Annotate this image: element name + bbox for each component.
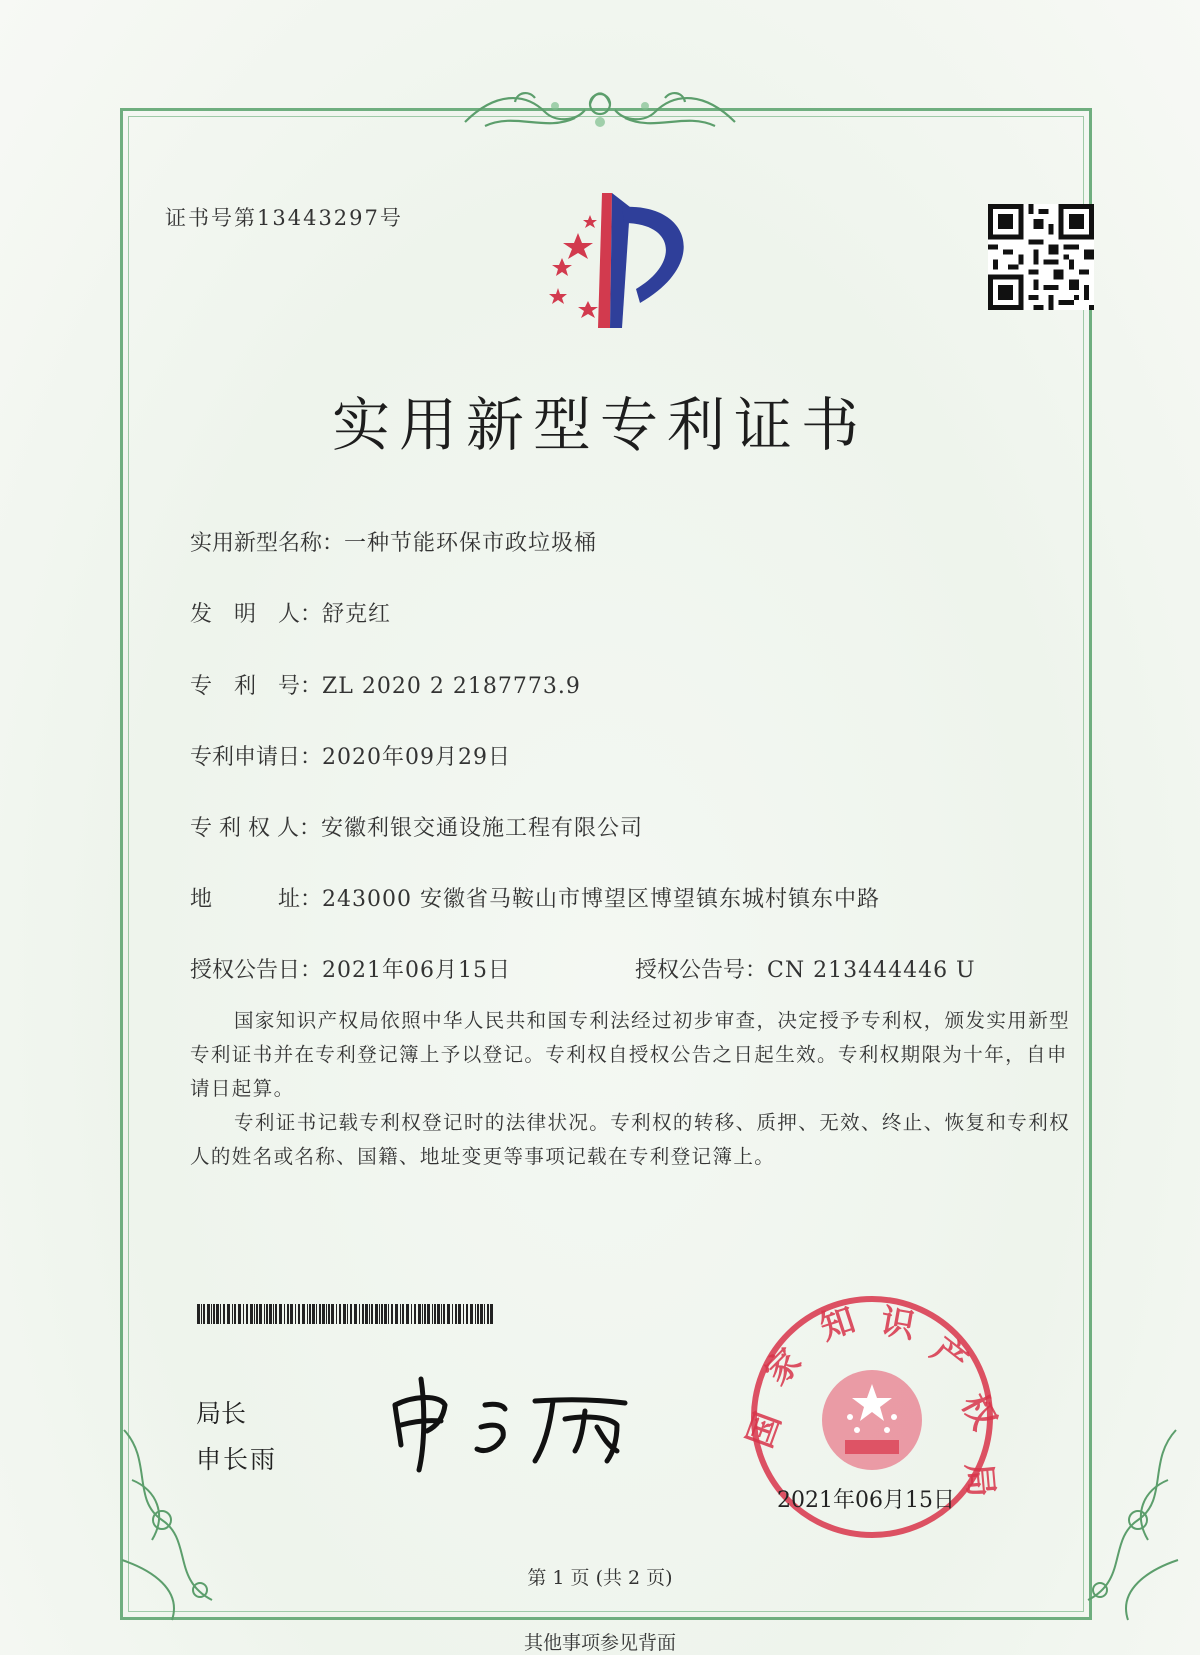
- field-label: 发 明 人：: [190, 602, 323, 627]
- field-inventor: [190, 597, 391, 628]
- field-utility-model-name: [190, 526, 597, 557]
- field-value: 舒克红: [322, 602, 392, 627]
- svg-text:产: 产: [923, 1329, 975, 1383]
- bottom-right-ornament-icon: [1058, 1420, 1188, 1630]
- patent-office-emblem-icon: [540, 193, 720, 333]
- page-number: 第 1 页 (共 2 页): [527, 1567, 673, 1589]
- legal-paragraph-2: 专利证书记载专利权登记时的法律状况。专利权的转移、质押、无效、终止、恢复和专利权人的姓名或名称、国籍、地址变更等事项记载在专利登记簿上。: [190, 1111, 1071, 1168]
- svg-text:权: 权: [953, 1387, 1005, 1437]
- qr-code-icon: [988, 204, 1094, 310]
- field-patentee: [190, 811, 643, 842]
- field-grant-number: [635, 953, 976, 984]
- field-label: 授权公告日：: [190, 958, 323, 983]
- top-ornament-icon: [455, 82, 745, 138]
- field-value: 一种节能环保市政垃圾桶: [344, 531, 598, 556]
- field-label: 专 利 号：: [190, 674, 323, 699]
- field-patent-number: [190, 669, 581, 700]
- signature-icon: [385, 1365, 645, 1475]
- field-value: 243000 安徽省马鞍山市博望区博望镇东城村镇东中路: [322, 887, 880, 912]
- field-label: 地 址：: [190, 887, 323, 912]
- certificate-title: 实用新型专利证书: [331, 391, 868, 459]
- field-label: 授权公告号：: [635, 958, 768, 983]
- svg-text:知: 知: [815, 1300, 861, 1349]
- svg-text:家: 家: [757, 1341, 810, 1394]
- field-value: 2021年06月15日: [322, 958, 511, 983]
- field-label: 实用新型名称：: [190, 531, 345, 556]
- signer-title: 局长: [196, 1399, 247, 1428]
- svg-text:国: 国: [739, 1407, 790, 1454]
- svg-text:局: 局: [958, 1461, 1001, 1499]
- signer-name: 申长雨: [196, 1445, 278, 1474]
- footer-note: 其他事项参见背面: [523, 1632, 676, 1654]
- field-value: ZL 2020 2 2187773.9: [322, 674, 581, 699]
- field-value: 安徽利银交通设施工程有限公司: [320, 816, 643, 841]
- field-filing-date: [190, 740, 511, 771]
- seal-date: 2021年06月15日: [777, 1488, 955, 1513]
- field-value: CN 213444446 U: [767, 958, 976, 983]
- certificate-number: 证书号第13443297号: [165, 206, 403, 230]
- field-label: 专利申请日：: [190, 745, 323, 770]
- field-grant-date: [190, 953, 511, 984]
- svg-text:识: 识: [877, 1301, 918, 1347]
- field-address: [190, 882, 880, 913]
- barcode-icon: [197, 1304, 493, 1324]
- field-label: 专 利 权 人：: [190, 816, 321, 841]
- field-value: 2020年09月29日: [322, 745, 511, 770]
- legal-paragraph-1: 国家知识产权局依照中华人民共和国专利法经过初步审查，决定授予专利权，颁发实用新型专利证书并在专利登记簿上予以登记。专利权自授权公告之日起生效。专利权期限为十年，自申请日起算。: [190, 1009, 1071, 1100]
